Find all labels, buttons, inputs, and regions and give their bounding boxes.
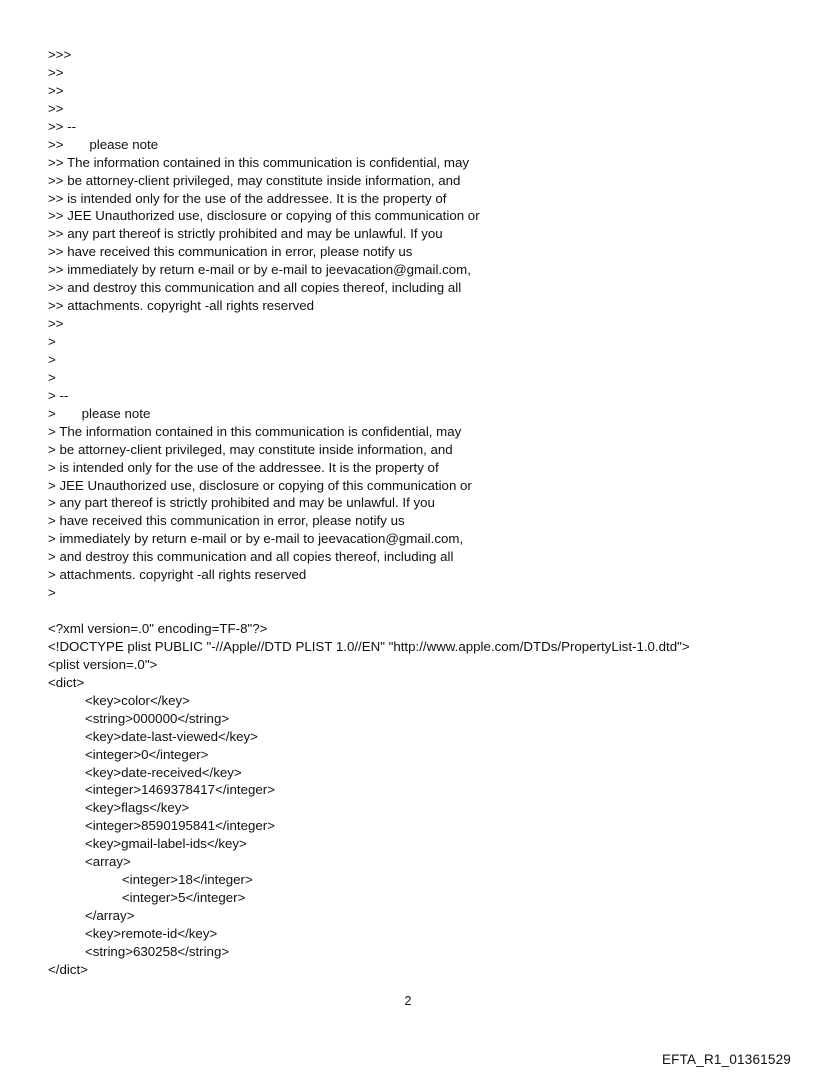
text-line: > xyxy=(48,334,56,349)
xml-line: <integer>5</integer> xyxy=(48,890,246,906)
text-line: > immediately by return e-mail or by e-mail to jeevacation@gmail.com, xyxy=(48,531,464,547)
document-body xyxy=(48,46,788,979)
xml-line: <key>date-last-viewed</key> xyxy=(48,728,258,744)
text-line: > have received this communication in error, please notify us xyxy=(48,513,405,529)
xml-line: </array> xyxy=(48,908,135,923)
text-line: >> xyxy=(48,316,64,332)
text-line: > xyxy=(48,369,56,385)
text-line: > is intended only for the use of the addressee. It is the property of xyxy=(48,459,439,475)
xml-line: <key>color</key> xyxy=(48,692,190,708)
text-line: > be attorney-client privileged, may constitute inside information, and xyxy=(48,441,453,457)
text-line: >> JEE Unauthorized use, disclosure or copying of this communication or xyxy=(48,208,480,224)
text-line: >> xyxy=(48,64,64,80)
xml-line: <key>flags</key> xyxy=(48,800,190,816)
xml-line: <dict> xyxy=(48,674,85,690)
text-line: >> -- xyxy=(48,118,77,134)
xml-line: <!DOCTYPE plist PUBLIC "-//Apple//DTD PLIST 1.0//EN" "http://www.apple.com/DTDs/PropertyList-1.0.dtd"> xyxy=(48,638,690,654)
page-number: 2 xyxy=(404,994,412,1008)
xml-line: <integer>1469378417</integer> xyxy=(48,782,275,798)
document-id: EFTA_R1_01361529 xyxy=(661,1052,791,1067)
text-line: >> is intended only for the use of the addressee. It is the property of xyxy=(48,190,447,206)
xml-line: <integer>18</integer> xyxy=(48,872,253,888)
text-line: >> please note xyxy=(48,136,159,152)
xml-line: <string>630258</string> xyxy=(48,943,230,959)
text-line: > -- xyxy=(48,387,69,403)
xml-line: <key>date-received</key> xyxy=(48,764,242,780)
text-line: > attachments. copyright -all rights reserved xyxy=(48,567,307,583)
text-line: >> attachments. copyright -all rights reserved xyxy=(48,298,315,314)
text-line: > any part thereof is strictly prohibited and may be unlawful. If you xyxy=(48,495,435,511)
text-line: >> immediately by return e-mail or by e-mail to jeevacation@gmail.com, xyxy=(48,262,471,278)
text-line: > The information contained in this communication is confidential, may xyxy=(48,423,462,439)
text-line: > and destroy this communication and all copies thereof, including all xyxy=(48,549,454,565)
text-line: >> xyxy=(48,100,64,116)
xml-line: <plist version=.0"> xyxy=(48,656,158,672)
text-line: >>> xyxy=(48,47,72,62)
text-line: >> be attorney-client privileged, may constitute inside information, and xyxy=(48,172,461,188)
text-line: >> have received this communication in error, please notify us xyxy=(48,244,413,260)
xml-line: <?xml version=.0" encoding=TF-8"?> xyxy=(48,621,268,636)
xml-line: <string>000000</string> xyxy=(48,710,230,726)
text-line: > xyxy=(48,585,56,601)
text-line: >> any part thereof is strictly prohibited and may be unlawful. If you xyxy=(48,226,443,242)
blank-line xyxy=(48,602,788,620)
text-line: > xyxy=(48,351,56,367)
text-line: >> and destroy this communication and all copies thereof, including all xyxy=(48,280,462,296)
xml-line: <key>remote-id</key> xyxy=(48,925,218,941)
text-line: >> xyxy=(48,82,64,98)
text-line: > please note xyxy=(48,405,151,421)
xml-line: <key>gmail-label-ids</key> xyxy=(48,836,247,852)
text-line: >> The information contained in this communication is confidential, may xyxy=(48,154,470,170)
xml-line: <array> xyxy=(48,854,131,870)
xml-line: </dict> xyxy=(48,961,88,977)
xml-line: <integer>8590195841</integer> xyxy=(48,818,275,834)
text-line: > JEE Unauthorized use, disclosure or copying of this communication or xyxy=(48,477,472,493)
xml-line: <integer>0</integer> xyxy=(48,746,209,762)
